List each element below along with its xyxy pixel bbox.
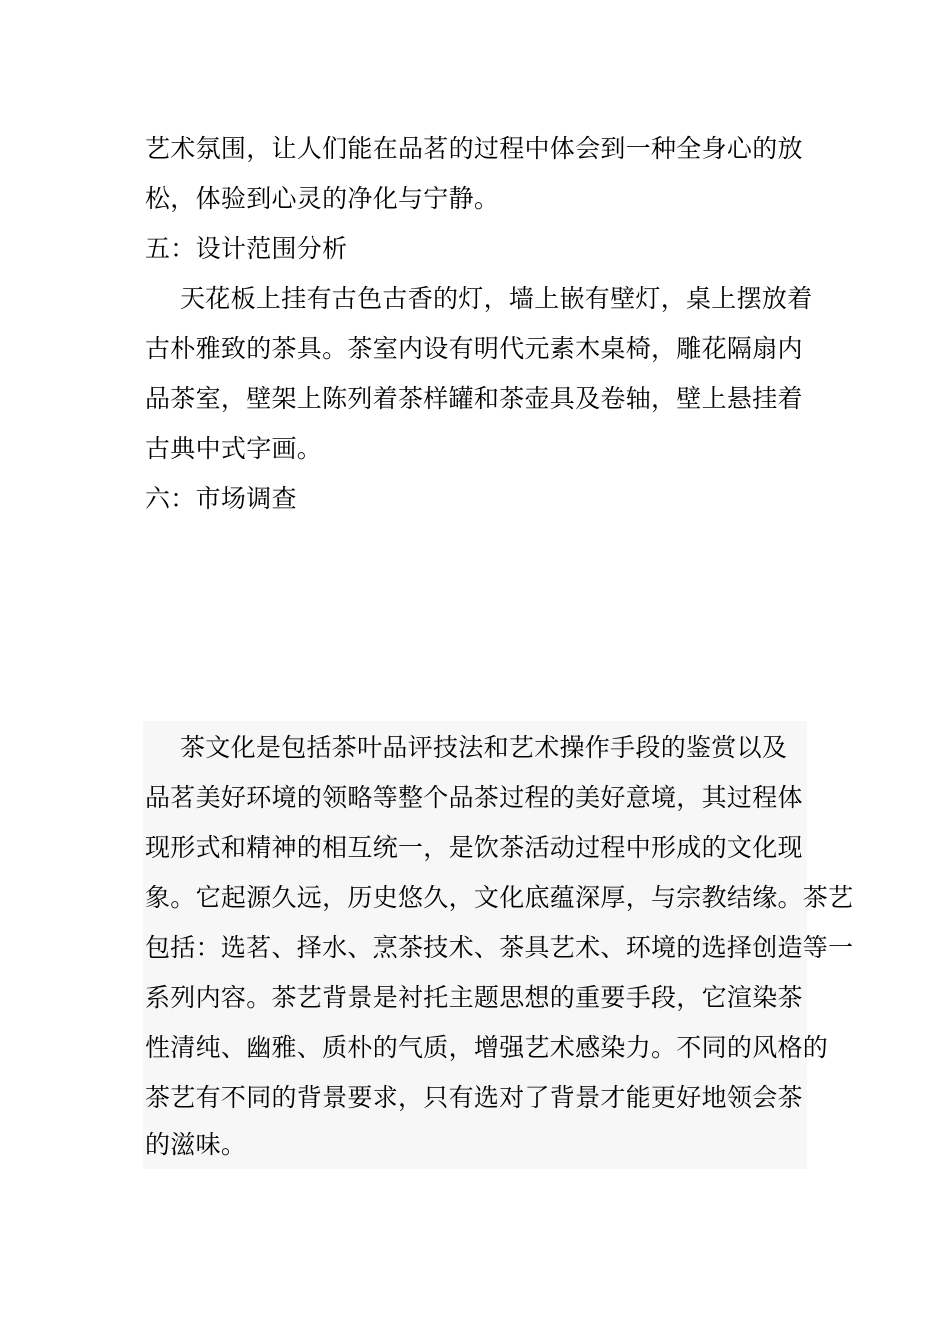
paragraph-line: 古朴雅致的茶具。茶室内设有明代元素木桌椅，雕花隔扇内 bbox=[145, 334, 803, 363]
paragraph-line: 天花板上挂有古色古香的灯，墙上嵌有壁灯，桌上摆放着 bbox=[180, 284, 813, 313]
paragraph-line: 品茶室，壁架上陈列着茶样罐和茶壶具及卷轴，壁上悬挂着 bbox=[145, 384, 803, 413]
section-heading-design-scope: 五：设计范围分析 bbox=[145, 234, 348, 263]
paragraph-line: 松，体验到心灵的净化与宁静。 bbox=[145, 184, 500, 213]
paragraph-line: 包括：选茗、择水、烹茶技术、茶具艺术、环境的选择创造等一 bbox=[145, 933, 854, 962]
paragraph-line: 性清纯、幽雅、质朴的气质，增强艺术感染力。不同的风格的 bbox=[145, 1033, 829, 1062]
paragraph-line: 象。它起源久远，历史悠久，文化底蕴深厚，与宗教结缘。茶艺 bbox=[145, 883, 854, 912]
paragraph-line: 的滋味。 bbox=[145, 1130, 247, 1159]
paragraph-line: 茶艺有不同的背景要求，只有选对了背景才能更好地领会茶 bbox=[145, 1083, 803, 1112]
paragraph-line: 茶文化是包括茶叶品评技法和艺术操作手段的鉴赏以及 bbox=[180, 733, 788, 762]
section-heading-market-survey: 六：市场调查 bbox=[145, 484, 297, 513]
paragraph-line: 古典中式字画。 bbox=[145, 434, 323, 463]
paragraph-line: 系列内容。茶艺背景是衬托主题思想的重要手段，它渲染茶 bbox=[145, 983, 803, 1012]
paragraph-line: 现形式和精神的相互统一，是饮茶活动过程中形成的文化现 bbox=[145, 833, 803, 862]
paragraph-line: 品茗美好环境的领略等整个品茶过程的美好意境，其过程体 bbox=[145, 783, 803, 812]
paragraph-line: 艺术氛围，让人们能在品茗的过程中体会到一种全身心的放 bbox=[145, 134, 803, 163]
